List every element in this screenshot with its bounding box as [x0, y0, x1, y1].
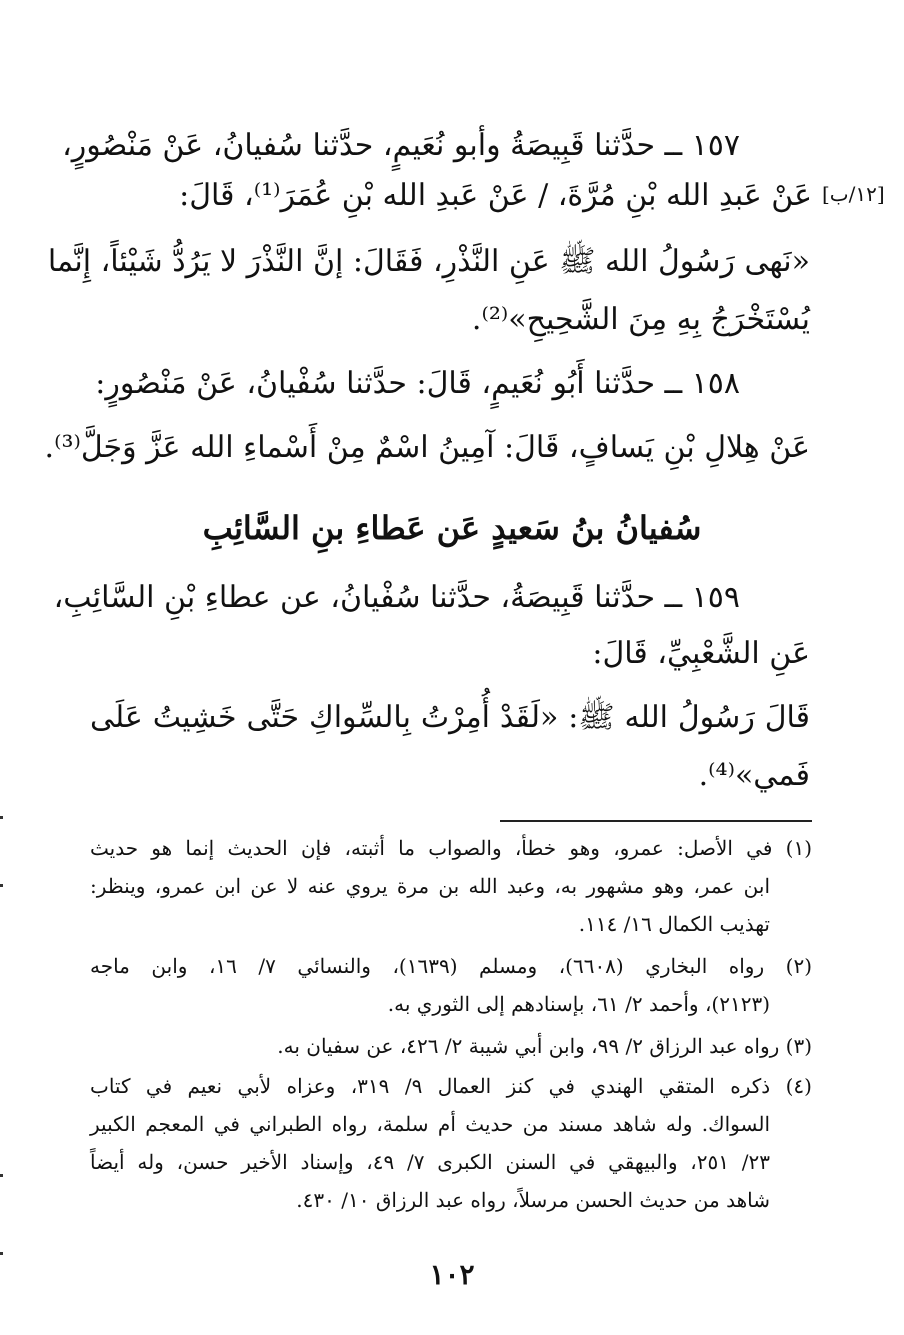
footnote-4-line-1: (٤) ذكره المتقي الهندي في كنز العمال ٩/ ٣١٩، وعزاه لأبي نعيم في كتاب	[90, 1074, 812, 1098]
hadith-157-line-1: ١٥٧ ــ حدَّثنا قَبِيصَةُ وأبو نُعَيمٍ، حدَّثنا سُفيانُ، عَنْ مَنْصُورٍ،	[62, 128, 740, 163]
hadith-159-line-2: عَنِ الشَّعْبِيِّ، قَالَ:	[592, 636, 810, 671]
manuscript-folio-marker: [١٢/ب]	[822, 182, 885, 206]
scan-speck	[0, 816, 3, 819]
footnote-2-line-2: (٢١٢٣)، وأحمد ٢/ ٦١، بإسنادهم إلى الثوري به.	[387, 992, 770, 1016]
footnote-4-line-3: ٢٣/ ٢٥١، والبيهقي في السنن الكبرى ٧/ ٤٩، وإسناد الأخير حسن، وله أيضاً	[90, 1150, 770, 1174]
footnote-separator	[500, 820, 812, 822]
section-heading: سُفيانُ بنُ سَعيدٍ عَن عَطاءِ بنِ السَّائِبِ	[202, 509, 702, 547]
hadith-159-line-3: قَالَ رَسُولُ الله ﷺ: «لَقَدْ أُمِرْتُ بِالسِّواكِ حَتَّى خَشِيتُ عَلَى	[90, 700, 810, 735]
hadith-158-line-2: عَنْ هِلالِ بْنِ يَسافٍ، قَالَ: آمِينُ اسْمٌ مِنْ أَسْماءِ الله عَزَّ وَجَلَّ⁽³⁾.	[44, 430, 810, 465]
footnote-1-line-1: (١) في الأصل: عمرو، وهو خطأ، والصواب ما أثبته، فإن الحديث إنما هو حديث	[90, 836, 812, 860]
footnote-4-line-4: شاهد من حديث الحسن مرسلاً، رواه عبد الرزاق ١٠/ ٤٣٠.	[296, 1188, 770, 1212]
footnote-2-line-1: (٢) رواه البخاري (٦٦٠٨)، ومسلم (١٦٣٩)، والنسائي ٧/ ١٦، وابن ماجه	[90, 954, 813, 978]
hadith-158-line-1: ١٥٨ ــ حدَّثنا أَبُو نُعَيمٍ، قَالَ: حدَّثنا سُفْيانُ، عَنْ مَنْصُورٍ:	[95, 366, 740, 401]
footnote-1-line-3: تهذيب الكمال ١٦/ ١١٤.	[578, 912, 770, 936]
hadith-159-line-1: ١٥٩ ــ حدَّثنا قَبِيصَةُ، حدَّثنا سُفْيانُ، عن عطاءِ بْنِ السَّائِبِ،	[53, 580, 740, 615]
footnote-1-line-2: ابن عمر، وهو مشهور به، وعبد الله بن مرة يروي عنه لا عن ابن عمرو، وينظر:	[90, 874, 770, 898]
footnote-3-line-1: (٣) رواه عبد الرزاق ٢/ ٩٩، وابن أبي شيبة ٢/ ٤٢٦، عن سفيان به.	[277, 1034, 812, 1058]
page-number: ١٠٢	[429, 1258, 475, 1291]
scan-speck	[0, 1174, 3, 1177]
hadith-157-line-3: «نَهى رَسُولُ الله ﷺ عَنِ النَّذْرِ، فَقَالَ: إنَّ النَّذْرَ لا يَرُدُّ شَيْئاً، إِنَّما	[47, 244, 810, 279]
scan-speck	[0, 884, 3, 887]
hadith-159-line-4: فَمي»⁽⁴⁾.	[698, 758, 810, 793]
hadith-157-line-4: يُسْتَخْرَجُ بِهِ مِنَ الشَّحِيحِ»⁽²⁾.	[471, 302, 810, 337]
hadith-157-line-2: عَنْ عَبدِ الله بْنِ مُرَّةَ، / عَنْ عَبدِ الله بْنِ عُمَرَ⁽¹⁾، قَالَ:	[179, 178, 812, 213]
scan-speck	[0, 1252, 3, 1255]
footnote-4-line-2: السواك. وله شاهد مسند من حديث أم سلمة، رواه الطبراني في المعجم الكبير	[90, 1112, 770, 1136]
